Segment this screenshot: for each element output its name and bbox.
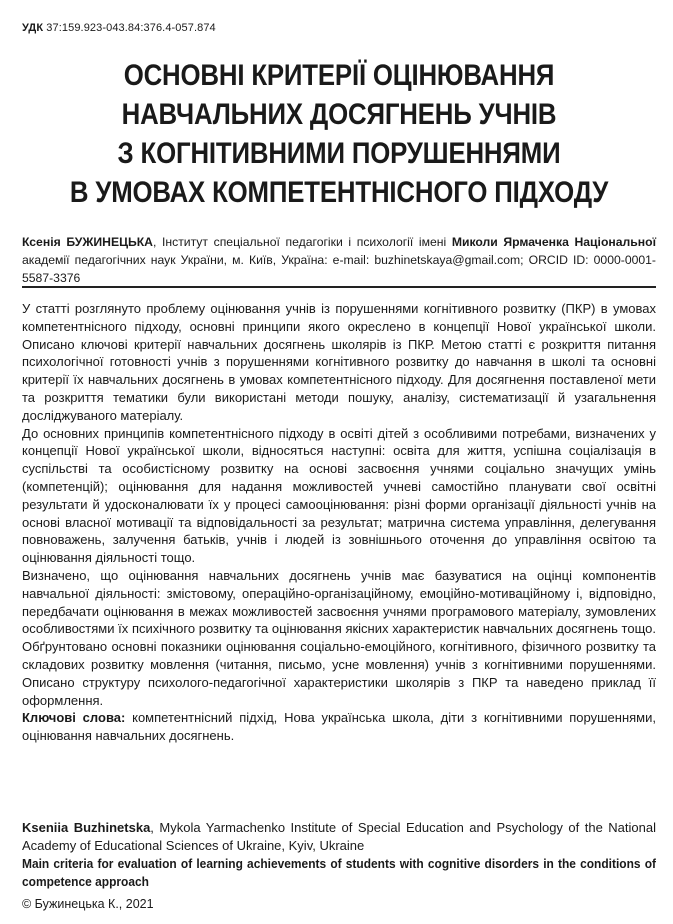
abstract-paragraph-1: У статті розглянуто проблему оцінювання учнів із порушеннями когнітивного розвитку (ПКР) в умовах компетентнісного підходу, основні принципи якого окреслено в концепції Нової української школи. Описано ключові критерії навчальних досягнень школярів із ПКР. Метою статті є розкриття питання психологічної готовності учнів з порушеннями когнітивного розвитку до навчання в школі та основні критерії їх навчальних досягнень в умовах компетентнісного підходу. Для досягнення поставленої мети та розкриття тематики були використані методи пошуку, аналізу, систематизації й узагальнення досліджуваного матеріалу. [22,301,656,423]
author-affiliation-start: , Інститут спеціальної педагогіки і психології імені [152,235,452,249]
title-line-2: НАВЧАЛЬНИХ ДОСЯГНЕНЬ УЧНІВ [121,98,557,131]
english-author [22,819,656,855]
abstract-paragraph-3: Визначено, що оцінювання навчальних досягнень учнів має базуватися на оцінці компонентів навчальної діяльності: змістовому, операційно-організаційному, емоційно-мотиваційному і, відповідно, передбачати оцінювання в межах можливостей засвоєння учнями програмового матеріалу, зумовлених особливостями їх психічного розвитку та оцінювання якісних характеристик навчальних досягнень тощо. Обґрунтовано основні показники оцінювання соціально-емоційного, когнітивного, фізичного розвитку та складових розвитку мовлення (читання, письмо, усне мовлення) учнів з когнітивними порушеннями. Описано структуру психолого-педагогічної характеристики школярів з ПКР та наведено приклад її оформлення. [22,567,656,708]
udc-label: УДК [22,22,44,34]
author-line-1 [22,233,656,251]
title-line-1: ОСНОВНІ КРИТЕРІЇ ОЦІНЮВАННЯ [123,59,555,92]
title-line-4: В УМОВАХ КОМПЕТЕНТНІСНОГО ПІДХОДУ [69,176,609,209]
abstract [22,300,656,745]
english-affiliation: , Mykola Yarmachenko Institute of Special Education and Psychology of the National Academy of Educational Sciences of Ukraine, Kyiv, Ukraine [22,820,656,853]
title-line-3: З КОГНІТИВНИМИ ПОРУШЕННЯМИ [117,137,561,170]
keywords-text: компетентнісний підхід, Нова українська школа, діти з когнітивними порушеннями, оцінювання навчальних досягнень. [22,710,656,744]
udc-line [22,22,216,34]
udc-code: 37:159.923-043.84:376.4-057.874 [46,22,216,34]
english-block [22,819,656,891]
keywords-label: Ключові слова: [22,710,126,726]
english-title: Main criteria for evaluation of learning achievements of students with cognitive disorders in the conditions of competence approach [22,856,657,889]
author-block [22,233,656,287]
author-affiliation-end: академії педагогічних наук України, м. Київ, Україна: e-mail: buzhinetskaya@gmail.com; ORCID ID: 0000-0001-5587-3376 [22,253,656,285]
keywords [22,709,656,745]
header-divider [22,286,656,288]
author-affiliation-name: Миколи Ярмаченка Національної [451,235,656,249]
article-title [66,56,611,212]
author-last-name: БУЖИНЕЦЬКА [66,235,153,249]
english-author-name: Kseniia Buzhinetska [22,820,151,835]
abstract-paragraph-2: До основних принципів компетентнісного підходу в освіті дітей з особливими потребами, визначених у концепції Нової української школи, відносяться наступні: освіта для життя, успішна соціалізація в суспільстві та особистісному розвитку на основі засвоєння учнями соціально значущих умінь (компетенцій); оцінювання для надання можливостей учневі самостійно планувати свої освітні результати й удосконалювати їх у процесі самооцінювання: різні форми організації діяльності учнів на основі власної мотивації та відповідальності за результат; матрична система управління, делегування повноважень, залучення батьків, учнів і людей із зовнішнього оточення до управління освітою та оцінювання діяльності тощо. [22,425,656,566]
author-first-name: Ксенія [22,235,61,249]
copyright: © Бужинецька К., 2021 [22,897,154,911]
